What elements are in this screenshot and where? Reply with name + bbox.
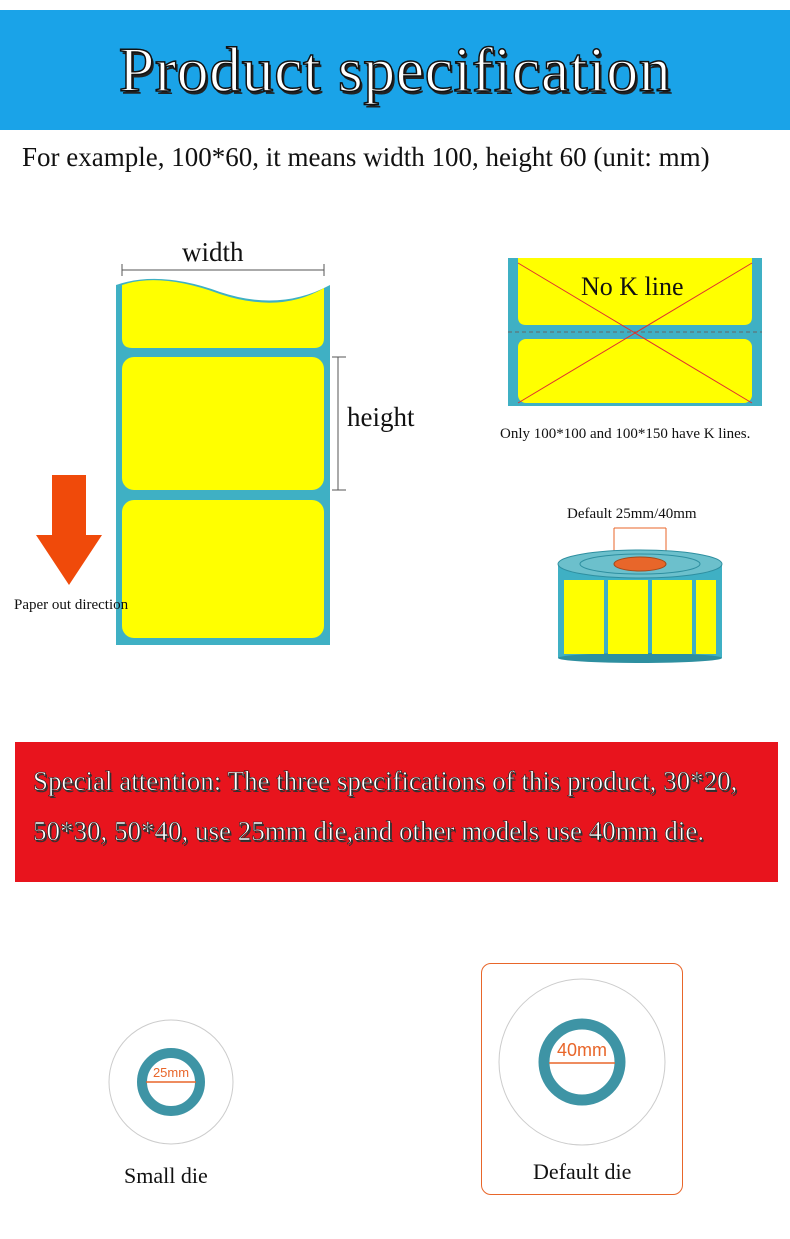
small-die-size-label: 25mm bbox=[152, 1065, 190, 1080]
small-die-caption: Small die bbox=[124, 1163, 208, 1188]
default-die-outer-circle bbox=[499, 979, 665, 1145]
label-strip-diagram bbox=[0, 230, 440, 660]
default-die-diagram bbox=[497, 977, 667, 1147]
no-k-line-label: No K line bbox=[581, 272, 684, 301]
attention-line-2: 50*30, 50*40, use 25mm die,and other models use 40mm die. bbox=[33, 816, 705, 846]
k-line-note: Only 100*100 and 100*150 have K lines. bbox=[500, 426, 751, 442]
roll-label-2 bbox=[608, 580, 648, 654]
label-roll-diagram bbox=[550, 524, 730, 664]
roll-label-1 bbox=[564, 580, 604, 654]
title-banner bbox=[0, 10, 790, 130]
roll-core bbox=[614, 557, 666, 571]
intro-text: For example, 100*60, it means width 100, height 60 (unit: mm) bbox=[22, 142, 710, 172]
direction-label: Paper out direction bbox=[14, 597, 129, 613]
default-die-size-label: 40mm bbox=[556, 1040, 608, 1060]
k-line-label-bottom bbox=[518, 339, 752, 403]
label-bottom bbox=[122, 500, 324, 638]
paper-direction-arrow-icon bbox=[36, 475, 102, 585]
roll-core-label: Default 25mm/40mm bbox=[567, 506, 697, 522]
roll-bottom-edge bbox=[558, 653, 722, 663]
width-label: width bbox=[182, 237, 244, 267]
roll-label-4 bbox=[696, 580, 716, 654]
roll-label-3 bbox=[652, 580, 692, 654]
small-die-diagram bbox=[107, 1018, 235, 1146]
attention-banner bbox=[15, 742, 778, 882]
page-title: Product specification bbox=[118, 34, 672, 105]
height-label: height bbox=[347, 402, 415, 432]
attention-line-1: Special attention: The three specifications of this product, 30*20, bbox=[33, 766, 738, 796]
default-die-caption: Default die bbox=[533, 1159, 632, 1184]
label-middle bbox=[122, 357, 324, 490]
partial-label-top bbox=[122, 280, 324, 348]
